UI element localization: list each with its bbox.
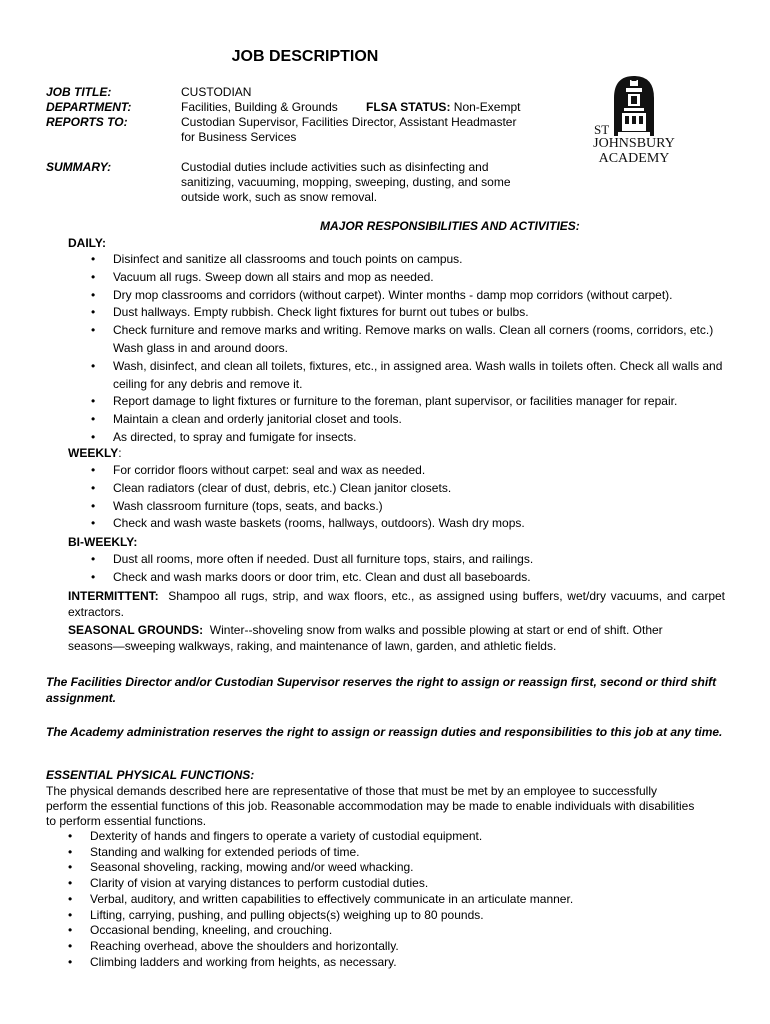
list-item: • Seasonal shoveling, racking, mowing and/or weed whacking. [90, 860, 710, 876]
list-item: • Maintain a clean and orderly janitorial closet and tools. [113, 411, 723, 429]
biweekly-list [113, 551, 723, 587]
reserve-statement-2: The Academy administration reserves the right to assign or reassign duties and responsibilities to this job at any time. [46, 725, 723, 739]
intermittent-label: INTERMITTENT: [68, 589, 159, 603]
summary-line-1: Custodial duties include activities such as disinfecting and [181, 160, 489, 174]
list-item: • For corridor floors without carpet: seal and wax as needed. [113, 462, 723, 480]
flsa-value: Non-Exempt [453, 100, 521, 114]
essential-functions-heading: ESSENTIAL PHYSICAL FUNCTIONS: [46, 768, 255, 782]
daily-label: DAILY: [68, 236, 107, 250]
biweekly-label: BI-WEEKLY: [68, 535, 138, 549]
weekly-heading: WEEKLY: [68, 446, 122, 460]
seasonal-label: SEASONAL GROUNDS: [68, 623, 204, 637]
department-label: DEPARTMENT: [46, 100, 132, 114]
list-item: • Standing and walking for extended periods of time. [90, 845, 710, 861]
page-title: JOB DESCRIPTION [231, 48, 379, 65]
list-item: • Reaching overhead, above the shoulders and horizontally. [90, 939, 710, 955]
logo-academy: ACADEMY [598, 151, 670, 166]
list-item: • As directed, to spray and fumigate for insects. [113, 429, 723, 447]
list-item: • Dust hallways. Empty rubbish. Check light fixtures for burnt out tubes or bulbs. [113, 304, 723, 322]
list-item: • Lifting, carrying, pushing, and pulling objects(s) weighing up to 80 pounds. [90, 908, 710, 924]
list-item: • Clean radiators (clear of dust, debris, etc.) Clean janitor closets. [113, 480, 723, 498]
job-title-label: JOB TITLE: [46, 85, 112, 99]
reports-to-label: REPORTS TO: [46, 115, 128, 129]
daily-list [113, 251, 723, 447]
intermittent-paragraph [68, 588, 725, 620]
list-item: • Verbal, auditory, and written capabilities to effectively communicate in an articulate manner. [90, 892, 710, 908]
list-item: • Disinfect and sanitize all classrooms and touch points on campus. [113, 251, 723, 269]
flsa-label: FLSA STATUS: [366, 100, 451, 114]
list-item: • Check and wash waste baskets (rooms, hallways, outdoors). Wash dry mops. [113, 515, 723, 533]
summary-label: SUMMARY: [46, 160, 112, 174]
list-item: • Occasional bending, kneeling, and crouching. [90, 923, 710, 939]
list-item: • Check furniture and remove marks and writing. Remove marks on walls. Clean all corners (rooms, corridors, etc.) Wash glass in and around doors. [113, 322, 723, 358]
major-responsibilities-heading: MAJOR RESPONSIBILITIES AND ACTIVITIES: [320, 219, 580, 233]
list-item: • Vacuum all rugs. Sweep down all stairs and mop as needed. [113, 269, 723, 287]
seasonal-paragraph [68, 622, 708, 654]
job-title-value: CUSTODIAN [181, 85, 252, 99]
list-item: • Dexterity of hands and fingers to operate a variety of custodial equipment. [90, 829, 710, 845]
seasonal-text: Winter--shoveling snow from walks and possible plowing at start or end of shift. Other seasons—sweeping walkways, raking, and maintenance of lawn, garden, and athletic fields. [68, 623, 663, 653]
summary-line-2: sanitizing, vacuuming, mopping, sweeping, dusting, and some [181, 175, 511, 189]
list-item: • Check and wash marks doors or door trim, etc. Clean and dust all baseboards. [113, 569, 723, 587]
list-item: • Wash, disinfect, and clean all toilets, fixtures, etc., in assigned area. Wash walls in toilets often. Check all walls and ceiling for any debris and remove it. [113, 358, 723, 394]
reserve-statement-1: The Facilities Director and/or Custodian Supervisor reserves the right to assign or reassign first, second or third shift assignment. [46, 675, 717, 705]
list-item: • Clarity of vision at varying distances to perform custodial duties. [90, 876, 710, 892]
list-item: • Wash classroom furniture (tops, seats, and backs.) [113, 498, 723, 516]
list-item: • Dust all rooms, more often if needed. Dust all furniture tops, stairs, and railings. [113, 551, 723, 569]
logo-johnsbury: JOHNSBURY [593, 136, 675, 151]
logo-st: ST [594, 122, 610, 137]
list-item: • Climbing ladders and working from heights, as necessary. [90, 955, 710, 971]
department-value: Facilities, Building & Grounds [181, 100, 338, 114]
reports-to-value: Custodian Supervisor, Facilities Director, Assistant Headmaster [181, 115, 517, 129]
essential-functions-intro: The physical demands described here are representative of those that must be met by an employee to successfully perform the essential functions of this job. Reasonable accommodation may be made to enable individuals with disabilities to perform essential functions. [46, 784, 695, 828]
list-item: • Dry mop classrooms and corridors (without carpet). Winter months - damp mop corridors (without carpet). [113, 287, 723, 305]
weekly-list [113, 462, 723, 533]
flsa-status [366, 100, 520, 115]
weekly-label: WEEKLY [68, 446, 119, 460]
list-item: • Report damage to light fixtures or furniture to the foreman, plant supervisor, or facilities manager for repair. [113, 393, 723, 411]
academy-logo [588, 76, 680, 168]
intermittent-text: Shampoo all rugs, strip, and wax floors, etc., as assigned using buffers, wet/dry vacuums, and carpet extractors. [68, 589, 725, 619]
essential-functions-list [90, 829, 710, 970]
reports-to-value-line2: for Business Services [181, 130, 297, 144]
summary-line-3: outside work, such as snow removal. [181, 190, 378, 204]
